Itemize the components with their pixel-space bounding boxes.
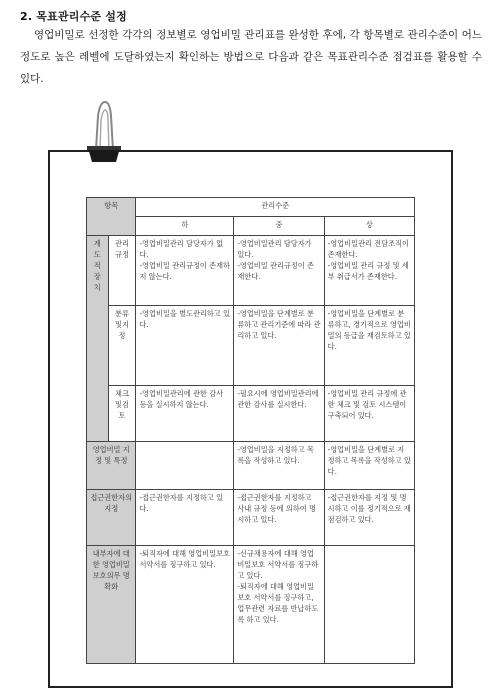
item-header: 항목 [87, 198, 136, 236]
checklist-table [86, 197, 415, 664]
cell-mid: -영업비밀관리 담당자가 있다. -영업비밀 관리규정이 존재한다. [234, 236, 324, 306]
cell-high: -영업비밀을 단계별로 분류하고, 경기적으로 영업비밀의 등급을 재검토하고 있다. [324, 306, 414, 386]
section-heading: 2. 목표관리수준 설정 [20, 10, 127, 23]
row-label: 영업비밀 지정 및 특정 [87, 442, 136, 490]
intro-paragraph: 영업비밀로 선정한 각각의 정보별로 영업비밀 관리표를 완성한 후에, 각 항목별로 관리수준이 어느 정도로 높은 레벨에 도달하였는지 확인하는 방법으로 다음과 같은 목표관리수준 점검표를 활용할 수 있다. [20, 29, 482, 85]
cell-mid: -영업비밀을 단계별로 분류하고 관리기준에 따라 관리하고 있다. [234, 306, 324, 386]
row-label: 관리규정 [108, 236, 136, 306]
row-label: 내부자에 대한 영업비밀 보호의무 명확화 [87, 546, 136, 664]
binder-clip-icon [82, 98, 126, 170]
cell-low: -퇴직자에 대해 영업비밀보호 서약서를 징구하고 있다. [136, 546, 234, 664]
cell-high: -접근권한자를 지정 및 명시하고 이를 정기적으로 재점검하고 있다. [324, 490, 414, 546]
level-mid-header: 중 [234, 217, 324, 236]
level-low-header: 하 [136, 217, 234, 236]
group-label: 계도적장치 [87, 236, 109, 442]
cell-high [324, 546, 414, 664]
level-header: 관리수준 [136, 198, 415, 217]
cell-high: -영업비밀관리 전담조직이 존재한다. -영업비밀 관리 규정 및 세부 취급서가 존재한다. [324, 236, 414, 306]
cell-low: -영업비밀관리에 관한 감사 등을 실시하지 않는다. [136, 386, 234, 442]
cell-mid: -영업비밀을 지정하고 목록을 작성하고 있다. [234, 442, 324, 490]
cell-low: -접근권한자를 지정하고 있다. [136, 490, 234, 546]
cell-mid: -신규채용자에 대해 영업비밀보호 서약서를 징구하고 있다. -퇴직자에 대해 영업비밀보호 서약서를 징구하고, 업무관련 자료를 반납하도록 하고 있다. [234, 546, 324, 664]
row-label: 접근권한자의 지정 [87, 490, 136, 546]
cell-low: -영업비밀을 별도관리하고 있다. [136, 306, 234, 386]
cell-mid: -접근권한자를 지정하고 사내 규정 등에 의하여 명시하고 있다. [234, 490, 324, 546]
row-label: 분류및지정 [108, 306, 136, 386]
cell-low: -영업비밀관리 담당자가 없다. -영업비밀 관리규정이 존재하지 않는다. [136, 236, 234, 306]
level-high-header: 상 [324, 217, 414, 236]
cell-low [136, 442, 234, 490]
cell-high: -영업비밀 관리 규정에 관한 체크 및 검토 시스템이 구축되어 있다. [324, 386, 414, 442]
cell-mid: -필요시에 영업비밀관리에 관한 감사를 실시한다. [234, 386, 324, 442]
cell-high: -영업비밀을 단계별로 지정하고 목록을 작성하고 있다. [324, 442, 414, 490]
row-label: 체크및검토 [108, 386, 136, 442]
